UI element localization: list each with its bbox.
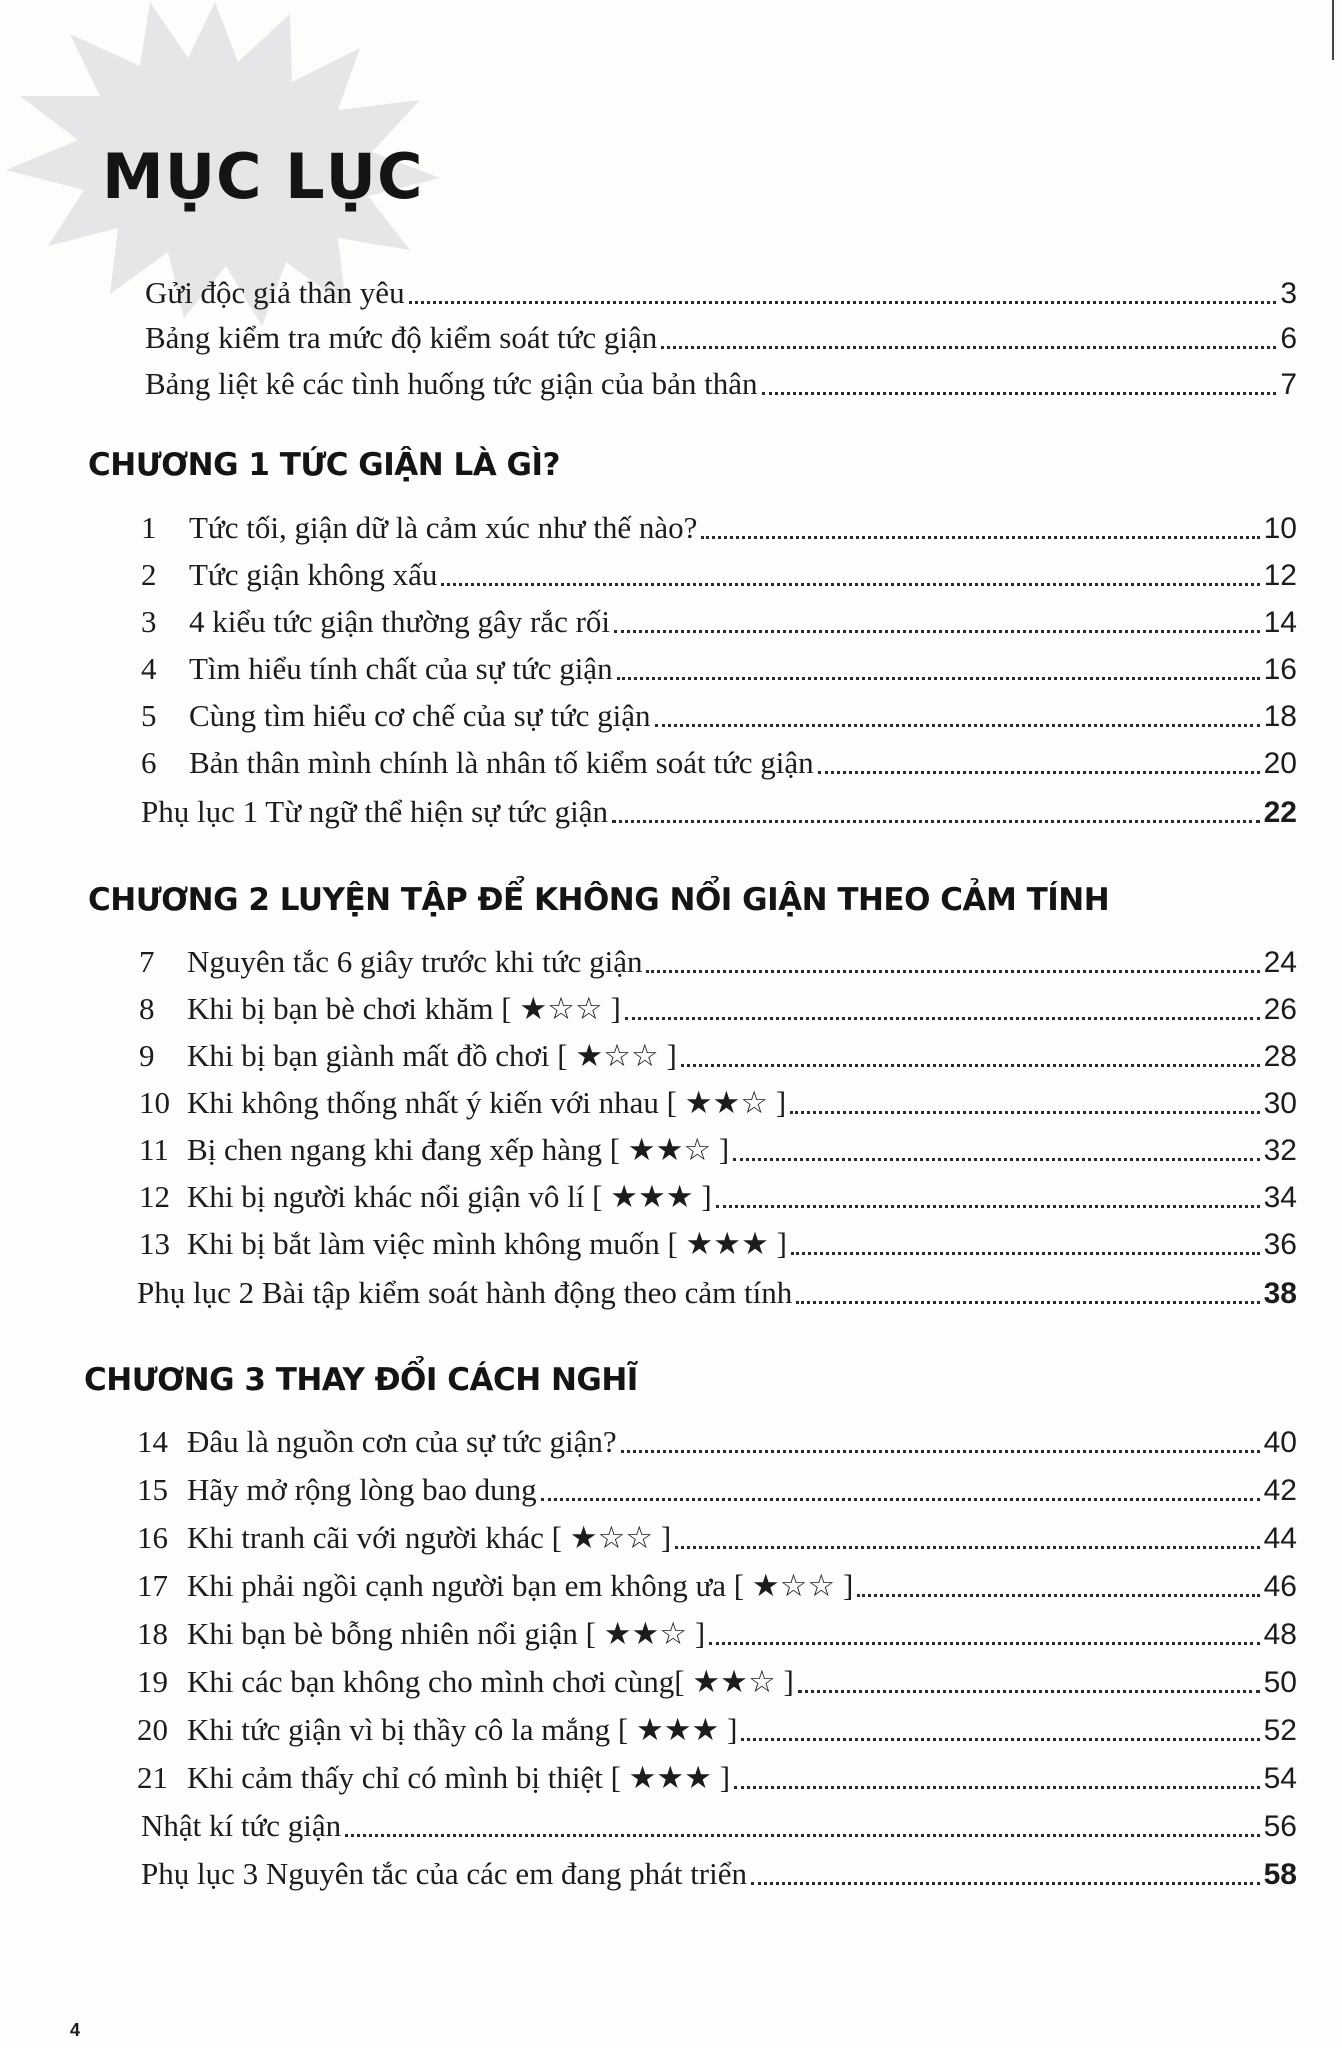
entry-page: 56 [1263,1810,1297,1843]
dot-leader [791,1252,1260,1255]
toc-entry [139,1036,1297,1076]
entry-page: 32 [1263,1134,1297,1167]
entry-label: Khi phải ngồi cạnh người bạn em không ưa [ ★☆☆ ] [187,1568,854,1603]
appendix-entry [141,1854,1297,1894]
page-number: 4 [70,2020,81,2040]
entry-number: 16 [137,1520,168,1555]
entry-label: Khi các bạn không cho mình chơi cùng[ ★★☆ ] [187,1664,794,1699]
entry-label: Khi tức giận vì bị thầy cô la mắng [ ★★★ ] [187,1712,738,1747]
entry-page: 46 [1263,1570,1297,1603]
dot-leader [625,1017,1260,1020]
entry-number: 7 [139,944,155,979]
entry-page: 34 [1263,1181,1297,1214]
toc-entry [137,1662,1297,1702]
entry-label: Nhật kí tức giận [141,1808,342,1843]
entry-page: 7 [1280,368,1297,401]
entry-number: 18 [137,1616,168,1651]
entry-page: 24 [1263,946,1297,979]
toc-entry [141,508,1297,548]
entry-label: Bảng liệt kê các tình huống tức giận của bản thân [145,366,758,401]
entry-page: 6 [1280,322,1297,355]
dot-leader [621,1450,1260,1453]
dot-leader [441,583,1259,586]
entry-number: 21 [137,1760,168,1795]
entry-label: Khi tranh cãi với người khác [ ★☆☆ ] [187,1520,672,1555]
entry-page: 18 [1263,700,1297,733]
dot-leader [701,536,1259,539]
entry-page: 3 [1280,277,1297,310]
entry-number: 8 [139,991,155,1026]
entry-label: Bị chen ngang khi đang xếp hàng [ ★★☆ ] [187,1132,730,1167]
entry-page: 28 [1263,1040,1297,1073]
entry-page: 54 [1263,1762,1297,1795]
entry-number: 5 [141,698,157,733]
entry-number: 9 [139,1038,155,1073]
toc-entry [137,1518,1297,1558]
dot-leader [617,677,1260,680]
toc-entry [139,1224,1297,1264]
entry-label: Gửi độc giả thân yêu [145,275,405,310]
toc-entry [137,1422,1297,1462]
entry-label: Khi bị người khác nổi giận vô lí [ ★★★ ] [187,1179,712,1214]
entry-number: 10 [139,1085,170,1120]
dot-leader [716,1205,1260,1208]
dot-leader [741,1738,1259,1741]
edge-mark [1332,0,1334,60]
entry-page: 50 [1263,1666,1297,1699]
entry-label: Nguyên tắc 6 giây trước khi tức giận [187,944,643,979]
chapter-heading: CHƯƠNG 3 THAY ĐỔI CÁCH NGHĨ [84,1362,638,1398]
toc-entry [141,649,1297,689]
dot-leader [733,1158,1259,1161]
entry-page: 42 [1263,1474,1297,1507]
chapter-heading: CHƯƠNG 1 TỨC GIẬN LÀ GÌ? [88,447,561,483]
entry-number: 3 [141,604,157,639]
entry-page: 20 [1263,747,1297,780]
entry-number: 17 [137,1568,168,1603]
dot-leader [646,970,1259,973]
dot-leader [675,1546,1259,1549]
entry-label: Khi bị bắt làm việc mình không muốn [ ★★★ ] [187,1226,787,1261]
entry-number: 1 [141,510,157,545]
toc-entry [139,1083,1297,1123]
dot-leader [709,1642,1259,1645]
toc-entry [141,602,1297,642]
entry-page: 52 [1263,1714,1297,1747]
entry-label: Cùng tìm hiểu cơ chế của sự tức giận [189,698,651,733]
dot-leader [796,1301,1259,1304]
appendix-entry [137,1273,1297,1313]
entry-page: 38 [1263,1277,1297,1310]
dot-leader [798,1690,1260,1693]
entry-label: Tức tối, giận dữ là cảm xúc như thế nào? [189,510,698,545]
entry-number: 12 [139,1179,170,1214]
toc-entry [141,555,1297,595]
dot-leader [790,1111,1259,1114]
toc-entry [141,1806,1297,1846]
entry-label: Bản thân mình chính là nhân tố kiểm soát tức giận [189,745,814,780]
entry-page: 36 [1263,1228,1297,1261]
entry-number: 15 [137,1472,168,1507]
dot-leader [681,1064,1260,1067]
toc-entry [137,1470,1297,1510]
entry-page: 14 [1263,606,1297,639]
toc-entry [137,1566,1297,1606]
entry-page: 48 [1263,1618,1297,1651]
toc-entry [137,1758,1297,1798]
entry-page: 10 [1263,512,1297,545]
entry-label: Khi không thống nhất ý kiến với nhau [ ★★☆ ] [187,1085,787,1120]
dot-leader [818,771,1260,774]
entry-label: Phụ lục 1 Từ ngữ thể hiện sự tức giận [141,794,608,829]
dot-leader [655,724,1260,727]
entry-page: 16 [1263,653,1297,686]
entry-number: 20 [137,1712,168,1747]
dot-leader [857,1594,1259,1597]
dot-leader [541,1498,1260,1501]
dot-leader [409,301,1277,304]
chapter-heading: CHƯƠNG 2 LUYỆN TẬP ĐỂ KHÔNG NỔI GIẬN THEO CẢM TÍNH [88,882,1110,918]
entry-label: Khi cảm thấy chỉ có mình bị thiệt [ ★★★ ] [187,1760,731,1795]
dot-leader [762,392,1277,395]
dot-leader [661,346,1276,349]
dot-leader [751,1882,1260,1885]
entry-number: 14 [137,1424,168,1459]
entry-page: 12 [1263,559,1297,592]
entry-page: 44 [1263,1522,1297,1555]
toc-entry [137,1710,1297,1750]
entry-label: Phụ lục 3 Nguyên tắc của các em đang phát triển [141,1856,747,1891]
entry-number: 2 [141,557,157,592]
entry-label: Phụ lục 2 Bài tập kiểm soát hành động theo cảm tính [137,1275,793,1310]
entry-label: Tìm hiểu tính chất của sự tức giận [189,651,613,686]
toc-entry [139,942,1297,982]
entry-label: Tức giận không xấu [189,557,438,592]
entry-number: 13 [139,1226,170,1261]
entry-number: 4 [141,651,157,686]
entry-label: Đâu là nguồn cơn của sự tức giận? [187,1424,617,1459]
toc-entry [139,1177,1297,1217]
entry-label: Khi bị bạn bè chơi khăm [ ★☆☆ ] [187,991,621,1026]
toc-entry [139,1130,1297,1170]
toc-entry [137,1614,1297,1654]
entry-page: 40 [1263,1426,1297,1459]
entry-label: Hãy mở rộng lòng bao dung [187,1472,537,1507]
entry-label: Khi bị bạn giành mất đồ chơi [ ★☆☆ ] [187,1038,677,1073]
dot-leader [612,820,1260,823]
entry-label: Khi bạn bè bỗng nhiên nổi giận [ ★★☆ ] [187,1616,706,1651]
entry-page: 58 [1263,1858,1297,1891]
toc-entry [141,696,1297,736]
entry-page: 30 [1263,1087,1297,1120]
entry-page: 22 [1263,796,1297,829]
toc-entry [145,318,1297,358]
entry-label: Bảng kiểm tra mức độ kiểm soát tức giận [145,320,658,355]
dot-leader [345,1834,1259,1837]
toc-entry [141,743,1297,783]
toc-entry [145,364,1297,404]
appendix-entry [141,792,1297,832]
entry-number: 6 [141,745,157,780]
entry-number: 19 [137,1664,168,1699]
dot-leader [614,630,1260,633]
page-title: MỤC LỤC [102,140,424,213]
toc-entry [139,989,1297,1029]
toc-entry [145,273,1297,313]
entry-number: 11 [139,1132,169,1167]
entry-page: 26 [1263,993,1297,1026]
dot-leader [734,1786,1260,1789]
entry-label: 4 kiểu tức giận thường gây rắc rối [189,604,611,639]
